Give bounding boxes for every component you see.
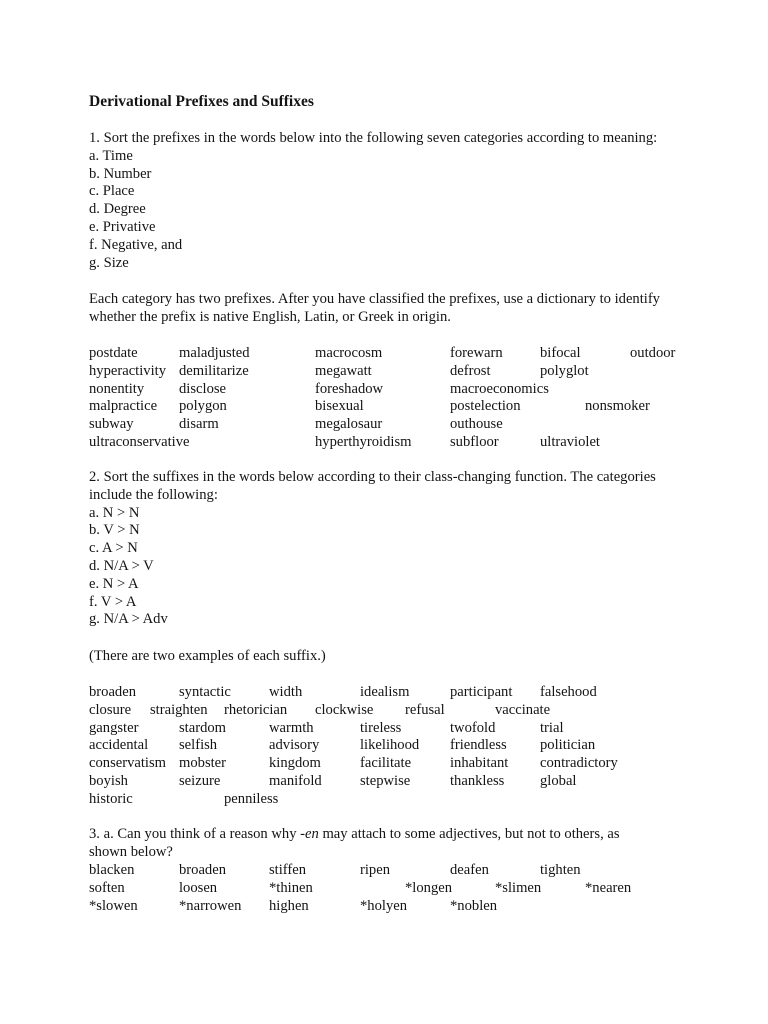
- word: demilitarize: [179, 362, 249, 379]
- word-row: [89, 416, 709, 434]
- word: polygon: [179, 398, 227, 415]
- word-row: [89, 773, 709, 791]
- prefix-word-table: [89, 345, 709, 452]
- category-item: g. N/A > Adv: [89, 611, 168, 628]
- word: deafen: [450, 862, 489, 878]
- word: clockwise: [315, 701, 374, 718]
- word-row: [89, 720, 709, 738]
- word: hyperthyroidism: [315, 433, 412, 450]
- word-row: [89, 381, 709, 399]
- word: syntactic: [179, 684, 231, 700]
- word: ultraviolet: [540, 433, 600, 450]
- word: postelection: [450, 398, 521, 415]
- word: straighten: [150, 701, 208, 718]
- page-title: Derivational Prefixes and Suffixes: [89, 93, 314, 110]
- word: highen: [269, 897, 309, 914]
- word: subfloor: [450, 433, 499, 450]
- word: refusal: [405, 701, 445, 718]
- word: twofold: [450, 719, 496, 736]
- word: mobster: [179, 755, 227, 772]
- word-row: [89, 345, 709, 363]
- word: defrost: [450, 362, 491, 379]
- prompt-text: may attach to some adjectives, but not to others, as: [318, 826, 620, 842]
- word-row: [89, 755, 709, 773]
- word: closure: [89, 701, 132, 718]
- word: penniless: [224, 790, 279, 807]
- category-item: c. Place: [89, 183, 135, 200]
- word: macroeconomics: [450, 380, 549, 397]
- category-item: g. Size: [89, 254, 129, 271]
- section-2-instructions: [89, 469, 689, 629]
- category-item: e. Privative: [89, 218, 156, 235]
- section-3-prompt: [89, 826, 689, 844]
- word: *thinen: [269, 879, 313, 896]
- word: contradictory: [540, 755, 618, 772]
- word: seizure: [179, 772, 221, 789]
- word: subway: [89, 416, 134, 433]
- word-row: [89, 434, 709, 452]
- section-2-note: (There are two examples of each suffix.): [89, 648, 326, 664]
- word: friendless: [450, 737, 507, 754]
- note-line: Each category has two prefixes. After you have classified the prefixes, use a dictionary to identify: [89, 291, 660, 307]
- suffix-word-table: [89, 684, 709, 809]
- word: global: [540, 772, 577, 789]
- word-row: [89, 791, 709, 809]
- word: *noblen: [450, 897, 498, 914]
- word: stardom: [179, 719, 227, 736]
- word: macrocosm: [315, 345, 383, 361]
- section-1-note: [89, 291, 689, 327]
- word-row: [89, 880, 709, 898]
- word: soften: [89, 879, 125, 896]
- word: manifold: [269, 772, 322, 789]
- word: likelihood: [360, 737, 420, 754]
- word: tighten: [540, 862, 581, 878]
- word: gangster: [89, 719, 139, 736]
- category-item: a. N > N: [89, 504, 140, 521]
- word: outdoor: [630, 345, 676, 361]
- word: selfish: [179, 737, 218, 754]
- word: disclose: [179, 380, 227, 397]
- word-row: [89, 737, 709, 755]
- word: disarm: [179, 416, 219, 433]
- category-item: d. Degree: [89, 201, 146, 218]
- word: malpractice: [89, 398, 158, 415]
- word: nonentity: [89, 380, 145, 397]
- word: postdate: [89, 345, 138, 361]
- section-2-prompt: 2. Sort the suffixes in the words below according to their class-changing function. The categories: [89, 469, 656, 485]
- word-row: [89, 398, 709, 416]
- section-1-instructions: [89, 130, 689, 272]
- section-1-prompt: 1. Sort the prefixes in the words below into the following seven categories according to meaning:: [89, 130, 658, 146]
- word: ripen: [360, 862, 390, 878]
- word: *slimen: [495, 879, 542, 896]
- word: politician: [540, 737, 596, 754]
- category-item: a. Time: [89, 147, 133, 164]
- word: broaden: [89, 684, 137, 700]
- category-item: f. Negative, and: [89, 236, 183, 253]
- word: tireless: [360, 719, 402, 736]
- word: conservatism: [89, 755, 167, 772]
- section-2-prompt: include the following:: [89, 486, 218, 503]
- word: falsehood: [540, 684, 597, 700]
- word: foreshadow: [315, 380, 384, 397]
- category-item: d. N/A > V: [89, 557, 154, 574]
- word: participant: [450, 684, 513, 700]
- word: kingdom: [269, 755, 321, 772]
- category-item: b. Number: [89, 165, 152, 182]
- category-item: f. V > A: [89, 593, 137, 610]
- word: inhabitant: [450, 755, 509, 772]
- word: megawatt: [315, 362, 372, 379]
- word: maladjusted: [179, 345, 250, 361]
- word: forewarn: [450, 345, 503, 361]
- word: width: [269, 684, 303, 700]
- category-item: b. V > N: [89, 522, 140, 539]
- word: nonsmoker: [585, 398, 650, 415]
- word: *holyen: [360, 897, 408, 914]
- word: *narrowen: [179, 897, 242, 914]
- word: *slowen: [89, 897, 138, 914]
- suffix-emphasis: -en: [300, 826, 319, 842]
- word: bifocal: [540, 345, 581, 361]
- category-item: c. A > N: [89, 540, 138, 557]
- word: stepwise: [360, 772, 411, 789]
- word: hyperactivity: [89, 362, 166, 379]
- word: warmth: [269, 719, 314, 736]
- word-row: [89, 684, 709, 702]
- word: stiffen: [269, 862, 307, 878]
- word: bisexual: [315, 398, 364, 415]
- word-row: [89, 862, 709, 880]
- prompt-text: 3. a. Can you think of a reason why: [89, 826, 301, 842]
- word: boyish: [89, 772, 128, 789]
- section-3-instructions: [89, 826, 689, 862]
- word: vaccinate: [495, 701, 551, 718]
- word: *nearen: [585, 879, 632, 896]
- word: outhouse: [450, 416, 503, 433]
- note-line: whether the prefix is native English, Latin, or Greek in origin.: [89, 308, 451, 325]
- word: ultraconservative: [89, 433, 190, 450]
- word: historic: [89, 790, 133, 807]
- word-row: [89, 702, 709, 720]
- word: blacken: [89, 862, 135, 878]
- word: rhetorician: [224, 701, 288, 718]
- word: facilitate: [360, 755, 412, 772]
- word: broaden: [179, 862, 227, 878]
- word: idealism: [360, 684, 410, 700]
- word: advisory: [269, 737, 320, 754]
- word: loosen: [179, 879, 218, 896]
- section-3-prompt: shown below?: [89, 843, 173, 860]
- word: accidental: [89, 737, 149, 754]
- word: trial: [540, 719, 564, 736]
- word: polyglot: [540, 362, 589, 379]
- en-word-table: [89, 862, 709, 915]
- word-row: [89, 898, 709, 916]
- category-item: e. N > A: [89, 575, 139, 592]
- word: megalosaur: [315, 416, 383, 433]
- word: *longen: [405, 879, 453, 896]
- word-row: [89, 363, 709, 381]
- word: thankless: [450, 772, 505, 789]
